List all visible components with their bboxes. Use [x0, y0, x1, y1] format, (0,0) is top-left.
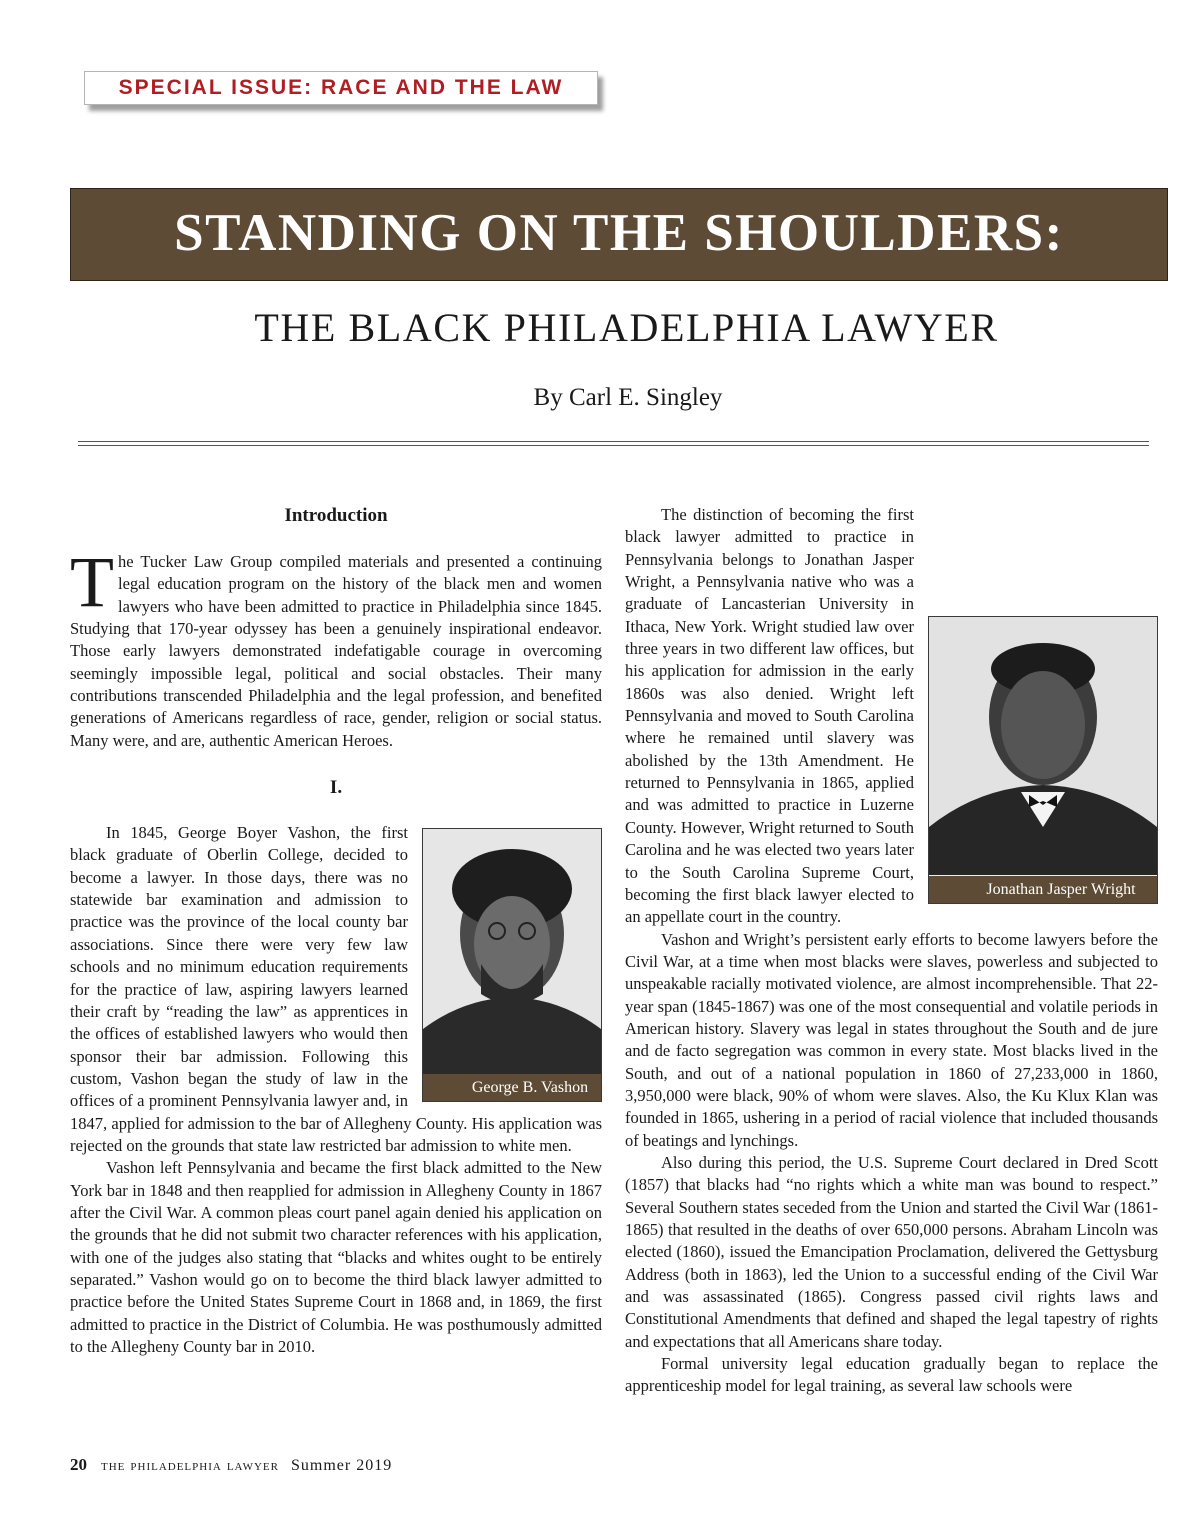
portrait-image [423, 829, 601, 1074]
section-tag-text: SPECIAL ISSUE: RACE AND THE LAW [118, 76, 564, 99]
paragraph: Vashon and Wright’s persistent early efforts to become lawyers before the Civil War, at a time when most blacks were slaves, powerless and subjected to unspeakable racially motivated violence, are almost incomprehensible. That 22-year span (1845-1867) was one of the most consequential and volatile periods in American history. Slavery was legal in states throughout the South and de jure and de facto segregation was common in every state. Most blacks lived in the South, and out of a national population in 1860 of 27,233,000 in 1860, 3,950,000 were black, 90% of whom were slaves. Also, the Ku Klux Klan was founded in 1865, ushering in a period of racial violence that included thousands of beatings and lynchings. [625, 929, 1158, 1150]
issue-date: Summer 2019 [291, 1457, 393, 1474]
paragraph: Vashon left Pennsylvania and became the first black admitted to the New York bar in 1848 and then reapplied for admission in Allegheny County in 1867 after the Civil War. A common pleas court panel again denied his application on the grounds that he did not submit two character references with his application, with one of the judges also stating that “blacks and whites ought to be entirely separated.” Vashon would go on to become the third black lawyer admitted to practice before the United States Supreme Court in 1868 and, in 1869, the first admitted to practice in the District of Columbia. He was posthumously admitted to the Allegheny County bar in 2010. [70, 1158, 602, 1356]
divider-rule [78, 441, 1149, 442]
photo-caption: Jonathan Jasper Wright [929, 876, 1157, 903]
drop-cap: T [70, 542, 114, 622]
paragraph: Formal university legal education gradually began to replace the apprenticeship model for legal training, as several law schools were [625, 1354, 1158, 1396]
portrait-image [929, 617, 1157, 875]
right-column [625, 504, 1158, 1398]
paragraph [625, 504, 1158, 929]
page-number: 20 [70, 1455, 87, 1474]
left-column [70, 504, 602, 1358]
photo-caption: George B. Vashon [423, 1074, 601, 1101]
byline: By Carl E. Singley [533, 384, 723, 411]
intro-text: he Tucker Law Group compiled materials and presented a continuing legal education program on the history of the black men and women lawyers who have been admitted to practice in Philadelphia since 1845. Studying that 170-year odyssey has been a genuinely inspirational endeavor. Those early lawyers demonstrated indefatigable courage in overcoming seemingly impossible legal, political and social obstacles. Their many contributions transcended Philadelphia and the legal profession, and benefited generations of Americans regardless of race, gender, religion or social status. Many were, and are, authentic American Heroes. [70, 552, 602, 750]
wright-photo [928, 616, 1158, 904]
intro-heading: Introduction [284, 505, 388, 526]
page-footer [70, 1455, 392, 1475]
paragraph-text: In 1845, George Boyer Vashon, the first black graduate of Oberlin College, decided to become a lawyer. In those days, there was no statewide bar examination and admission to practice was the province of the local county bar associations. Since there were very few law schools and no minimum education requirements for the practice of law, aspiring lawyers learned their craft by “reading the law” as apprentices in the offices of established lawyers who would then sponsor their bar admission. Following this custom, Vashon began the study of law in the offices of a prominent Pennsylvania lawyer and, in 1847, applied for admission to the bar of Allegheny County. His application was rejected on the grounds that state law restricted bar admission to white men. [70, 823, 602, 1155]
paragraph: Also during this period, the U.S. Supreme Court declared in Dred Scott (1857) that blacks had “no rights which a white man was bound to respect.” Several Southern states seceded from the Union and started the Civil War (1861-1865) that resulted in the deaths of over 650,000 persons. Abraham Lincoln was elected (1860), issued the Emancipation Proclamation, delivered the Gettysburg Address (both in 1863), led the Union to a successful ending of the Civil War and was assassinated (1865). Congress passed civil rights laws and Constitutional Amendments that defined and shaped the legal tapestry of rights and expectations that all Americans share today. [625, 1152, 1158, 1351]
article-subtitle: THE BLACK PHILADELPHIA LAWYER [254, 305, 999, 350]
title-banner [70, 188, 1168, 281]
intro-paragraph [70, 542, 602, 752]
paragraph-text: The distinction of becoming the first black lawyer admitted to practice in Pennsylvania belongs to Jonathan Jasper Wright, a Pennsylvania native who was a graduate of Lancasterian University in Ithaca, New York. Wright studied law over three years in two different law offices, but his application for admission in the early 1860s was also denied. Wright left Pennsylvania and moved to South Carolina where he remained until slavery was abolished by the 13th Amendment. He returned to Pennsylvania in 1865, applied and was admitted to practice in Luzerne County. However, Wright returned to South Carolina and he was elected two years later to the South Carolina Supreme Court, becoming the first black lawyer elected to an appellate court in the country. [625, 505, 914, 927]
section-tag [84, 71, 598, 105]
section-heading: I. [329, 777, 343, 799]
vashon-photo [422, 828, 602, 1102]
paragraph [70, 822, 602, 1157]
article-title: STANDING ON THE SHOULDERS: [174, 204, 1064, 262]
publication-name: the philadelphia lawyer [101, 1457, 279, 1474]
divider-rule [78, 445, 1149, 446]
